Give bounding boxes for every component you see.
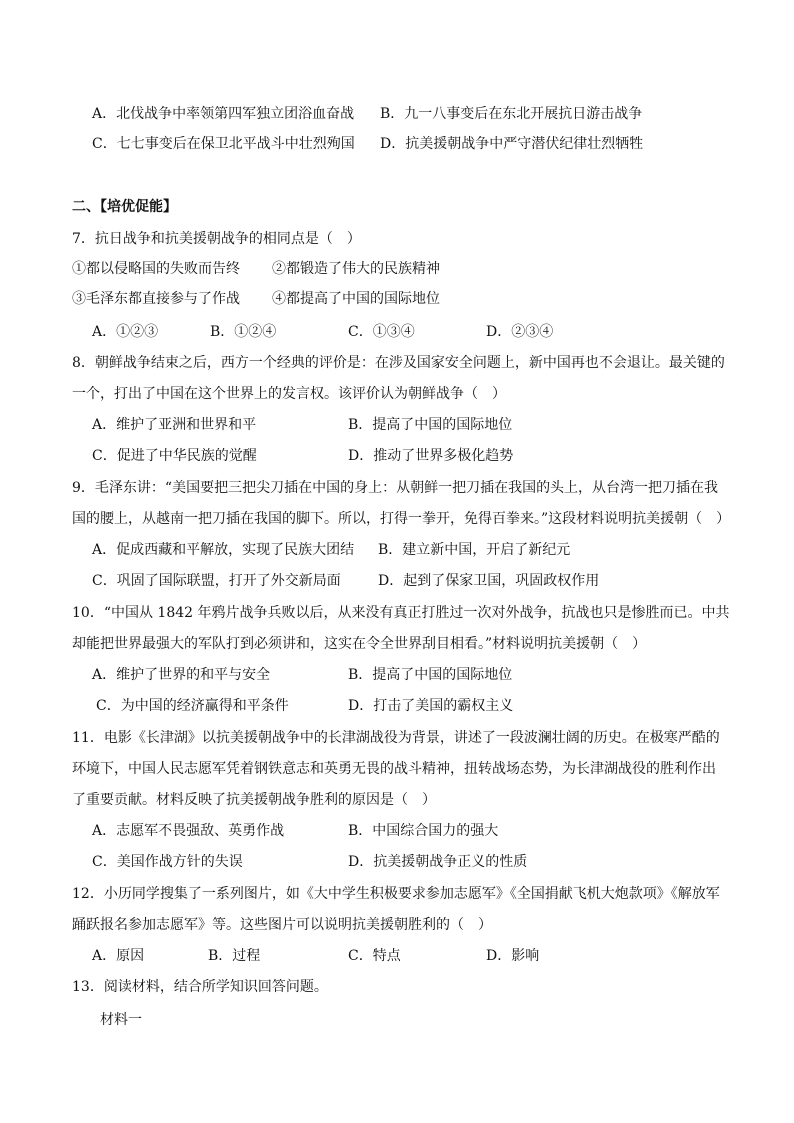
q8-stem-line-2: 一个，打出了中国在这个世界上的发言权。该评价认为朝鲜战争（ ）: [72, 386, 506, 402]
q11-option-d: D．抗美援朝战争正义的性质: [348, 854, 528, 870]
q7-statement-3: ③毛泽东都直接参与了作战: [72, 291, 240, 307]
q9-option-b: B．建立新中国，开启了新纪元: [378, 542, 571, 558]
q9-option-d: D．起到了保家卫国，巩固政权作用: [378, 573, 600, 589]
q10-stem-line-1: 10．“中国从 1842 年鸦片战争兵败以后，从来没有真正打胜过一次对外战争，抗战也只是惨胜而已。中共: [72, 605, 730, 621]
q12-stem-line-1: 12．小历同学搜集了一系列图片，如《大中学生积极要求参加志愿军》《全国捐献飞机大炮款项》《解放军: [72, 886, 720, 902]
q11-stem-line-1: 11．电影《长津湖》以抗美援朝战争中的长津湖战役为背景，讲述了一段波澜壮阔的历史。在极寒严酷的: [72, 730, 720, 746]
q8-option-d: D．推动了世界多极化趋势: [348, 448, 514, 464]
q12-option-c: C．特点: [348, 948, 401, 964]
q11-stem-line-3: 了重要贡献。材料反映了抗美援朝战争胜利的原因是（ ）: [72, 792, 436, 808]
q7-statement-1: ①都以侵略国的失败而告终: [72, 261, 240, 277]
q8-stem-line-1: 8．朝鲜战争结束之后，西方一个经典的评价是：在涉及国家安全问题上，新中国再也不会退让。最关键的: [72, 355, 725, 371]
q12-option-d: D．影响: [486, 948, 540, 964]
q12-option-a: A．原因: [92, 948, 145, 964]
q11-stem-line-2: 环境下，中国人民志愿军凭着钢铁意志和英勇无畏的战斗精神，扭转战场态势，为长津湖战役的胜利作出: [72, 761, 716, 777]
q10-option-d: D．打击了美国的霸权主义: [348, 698, 514, 714]
q7-option-a: A．①②③: [92, 324, 159, 340]
q7-stem: 7．抗日战争和抗美援朝战争的相同点是（ ）: [72, 231, 361, 247]
q10-option-b: B．提高了中国的国际地位: [348, 667, 513, 683]
q11-option-a: A．志愿军不畏强敌、英勇作战: [92, 823, 285, 839]
q6-option-a: A．北伐战争中率领第四军独立团浴血奋战: [92, 106, 355, 122]
q6-option-c: C．七七事变后在保卫北平战斗中壮烈殉国: [92, 136, 355, 152]
q8-option-c: C．促进了中华民族的觉醒: [92, 448, 257, 464]
q8-option-b: B．提高了中国的国际地位: [348, 417, 513, 433]
q7-option-b: B．①②④: [210, 324, 277, 340]
q8-option-a: A．维护了亚洲和世界和平: [92, 417, 257, 433]
q13-material-label: 材料一: [100, 1012, 142, 1028]
q7-option-d: D．②③④: [486, 324, 554, 340]
q6-option-d: D．抗美援朝战争中严守潜伏纪律壮烈牺牲: [380, 136, 644, 152]
q9-option-c: C．巩固了国际联盟，打开了外交新局面: [92, 573, 341, 589]
q10-option-a: A．维护了世界的和平与安全: [92, 667, 271, 683]
q12-stem-line-2: 踊跃报名参加志愿军》等。这些图片可以说明抗美援朝胜利的（ ）: [72, 917, 492, 933]
q7-statement-2: ②都锻造了伟大的民族精神: [272, 261, 440, 277]
q7-option-c: C．①③④: [348, 324, 415, 340]
q10-stem-line-2: 却能把世界最强大的军队打到必须讲和，这实在令全世界刮目相看。”材料说明抗美援朝（ ）: [72, 636, 647, 652]
q11-option-b: B．中国综合国力的强大: [348, 823, 499, 839]
q6-option-b: B．九一八事变后在东北开展抗日游击战争: [380, 106, 643, 122]
q12-option-b: B．过程: [208, 948, 261, 964]
q10-option-c: C．为中国的经济赢得和平条件: [96, 698, 289, 714]
q9-stem-line-1: 9．毛泽东讲：“美国要把三把尖刀插在中国的身上：从朝鲜一把刀插在我国的头上，从台湾一把刀插在我: [72, 480, 719, 496]
q9-stem-line-2: 国的腰上，从越南一把刀插在我国的脚下。所以，打得一拳开，免得百拳来。”这段材料说明抗美援朝（ ）: [72, 511, 731, 527]
section-title: 二、【培优促能】: [72, 199, 177, 215]
q9-option-a: A．促成西藏和平解放，实现了民族大团结: [92, 542, 355, 558]
q11-option-c: C．美国作战方针的失误: [92, 854, 243, 870]
q7-statement-4: ④都提高了中国的国际地位: [272, 291, 440, 307]
q13-stem: 13．阅读材料，结合所学知识回答问题。: [72, 979, 328, 995]
